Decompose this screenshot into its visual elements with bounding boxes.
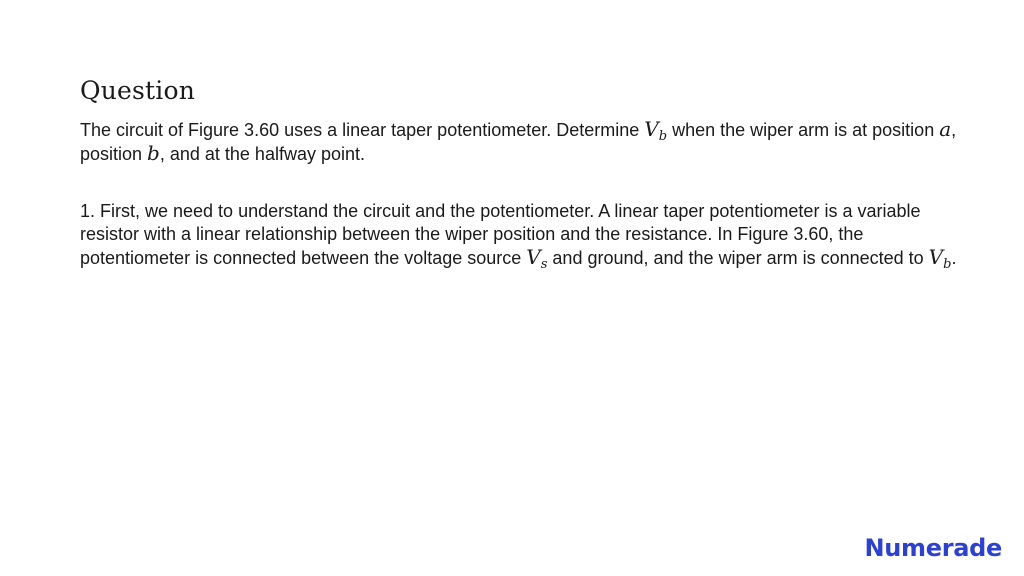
math-var-a: a <box>939 117 952 141</box>
step-1-part1: 1. First, we need to understand the circuit and the potentiometer. A linear taper potentiometer is a variable resistor with a linear relationship between the wiper position and the resistance. In Figure 3.60, the potentiometer is connected between the voltage source <box>80 201 921 268</box>
math-var-vb-step <box>928 245 952 272</box>
step-1-part2: and ground, and the wiper arm is connected to <box>547 248 929 268</box>
question-text-part1: The circuit of Figure 3.60 uses a linear taper potentiometer. Determine <box>80 120 645 140</box>
step-1-text <box>80 200 960 270</box>
math-var-vb <box>644 117 668 144</box>
main-content <box>80 74 960 270</box>
math-var-vs-subscript: s <box>540 257 548 272</box>
question-text-part4: , and at the halfway point. <box>159 144 365 164</box>
math-var-vs <box>526 245 548 272</box>
numerade-logo: Numerade <box>864 534 1002 562</box>
question-text-part3: , position <box>80 120 957 164</box>
question-heading: Question <box>80 76 196 105</box>
question-text <box>80 118 960 166</box>
math-var-vb-step-subscript: b <box>943 257 952 272</box>
math-var-vb-subscript: b <box>658 129 668 144</box>
math-var-vb-base: V <box>644 117 659 141</box>
math-var-vs-base: V <box>526 245 541 269</box>
question-text-part2: when the wiper arm is at position <box>667 120 940 140</box>
math-var-vb-step-base: V <box>928 245 944 269</box>
math-var-b: b <box>147 141 160 165</box>
step-1-part3: . <box>951 248 957 268</box>
